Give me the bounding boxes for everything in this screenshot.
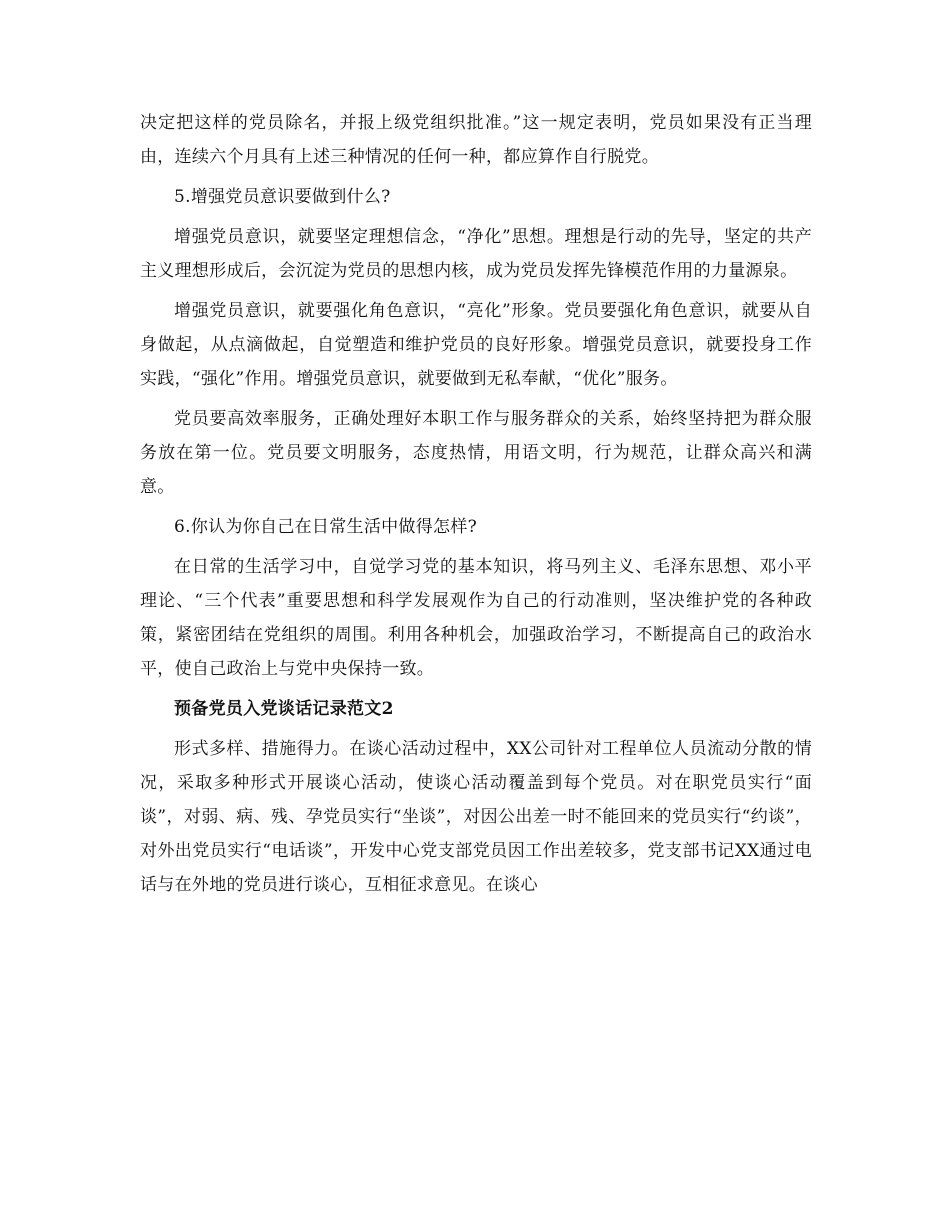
paragraph: 党员要高效率服务，正确处理好本职工作与服务群众的关系，始终坚持把为群众服务放在第一位。党员要文明服务，态度热情，用语文明，行为规范，让群众高兴和满意。 (140, 409, 812, 497)
question-5: 5.增强党员意识要做到什么? (174, 187, 391, 207)
question-6: 6.你认为你自己在日常生活中做得怎样? (174, 517, 478, 537)
section-heading: 预备党员入党谈话记录范文2 (174, 699, 394, 719)
paragraph: 增强党员意识，就要强化角色意识，“亮化”形象。党员要强化角色意识，就要从自身做起，从点滴做起，自觉塑造和维护党员的良好形象。增强党员意识，就要投身工作实践，“强化”作用。增强党员意识，就要做到无私奉献，“优化”服务。 (140, 301, 812, 389)
document-page (140, 106, 812, 908)
paragraph: 在日常的生活学习中，自觉学习党的基本知识，将马列主义、毛泽东思想、邓小平理论、“三个代表”重要思想和科学发展观作为自己的行动准则，坚决维护党的各种政策，紧密团结在党组织的周围。利用各种机会，加强政治学习，不断提高自己的政治水平，使自己政治上与党中央保持一致。 (140, 557, 812, 679)
paragraph: 增强党员意识，就要坚定理想信念，“净化”思想。理想是行动的先导，坚定的共产主义理想形成后，会沉淀为党员的思想内核，成为党员发挥先锋模范作用的力量源泉。 (140, 227, 812, 281)
paragraph: 形式多样、措施得力。在谈心活动过程中，XX公司针对工程单位人员流动分散的情况，采取多种形式开展谈心活动，使谈心活动覆盖到每个党员。对在职党员实行“面谈”，对弱、病、残、孕党员实行“坐谈”，对因公出差一时不能回来的党员实行“约谈”，对外出党员实行“电话谈”，开发中心党支部党员因工作出差较多，党支部书记XX通过电话与在外地的党员进行谈心，互相征求意见。在谈心 (140, 739, 812, 895)
paragraph-continuation: 决定把这样的党员除名，并报上级党组织批准。”这一规定表明，党员如果没有正当理由，连续六个月具有上述三种情况的任何一种，都应算作自行脱党。 (140, 113, 812, 167)
